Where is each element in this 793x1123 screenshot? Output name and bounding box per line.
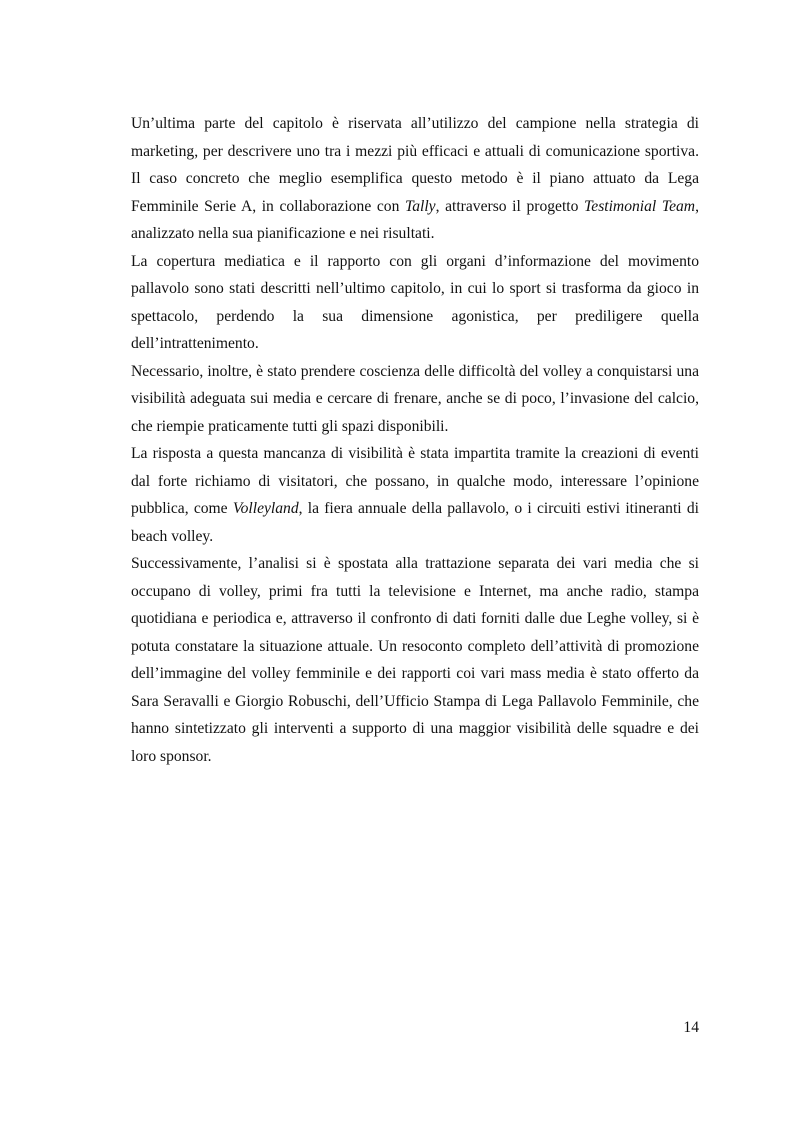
paragraph-text: , la fiera annuale della pallavolo, o i circuiti estivi itineranti di beach volley.	[131, 500, 699, 545]
paragraph-text: Successivamente, l’analisi si è spostata alla trattazione separata dei vari media che si occupano di volley, primi fra tutti la televisione e Internet, ma anche radio, stampa quotidiana e periodica e, attraverso il confronto di dati forniti dalle due Leghe volley, si è potuta constatare la situazione attuale. Un resoconto completo dell’attività di promozione dell’immagine del volley femminile e dei rapporti coi vari mass media è stato offerto da Sara Seravalli e Giorgio Robuschi, dell’Ufficio Stampa di Lega Pallavolo Femminile, che hanno sintetizzato gli interventi a supporto di una maggior visibilità delle squadre e dei loro sponsor.	[131, 555, 699, 765]
event-name-italic: Volleyland	[232, 500, 299, 517]
page-number: 14	[683, 1019, 699, 1036]
project-name-italic: Testimonial Team	[584, 197, 696, 215]
paragraph	[131, 248, 699, 358]
paragraph-text: , attraverso il progetto	[435, 197, 585, 215]
brand-name-italic: Tally	[404, 197, 436, 215]
paragraph	[131, 440, 699, 550]
paragraph-text: , analizzato nella sua pianificazione e nei risultati.	[131, 197, 699, 242]
paragraph-text: Necessario, inoltre, è stato prendere coscienza delle difficoltà del volley a conquistarsi una visibilità adeguata sui media e cercare di frenare, anche se di poco, l’invasione del calcio, che riempie praticamente tutti gli spazi disponibili.	[131, 362, 699, 435]
paragraph	[131, 110, 699, 248]
page-body	[131, 110, 699, 770]
paragraph	[131, 550, 699, 770]
paragraph-text: La copertura mediatica e il rapporto con gli organi d’informazione del movimento pallavolo sono stati descritti nell’ultimo capitolo, in cui lo sport si trasforma da gioco in spettacolo, perdendo la sua dimensione agonistica, per prediligere quella dell’intrattenimento.	[131, 252, 699, 352]
paragraph-text: Un’ultima parte del capitolo è riservata all’utilizzo del campione nella strategia di marketing, per descrivere uno tra i mezzi più efficaci e attuali di comunicazione sportiva. Il caso concreto che meglio esemplifica questo metodo è il piano attuato da Lega Femminile Serie A, in collaborazione con	[131, 115, 699, 215]
paragraph-text: La risposta a questa mancanza di visibilità è stata impartita tramite la creazioni di eventi dal forte richiamo di visitatori, che possano, in qualche modo, interessare l’opinione pubblica, come	[131, 445, 699, 517]
paragraph	[131, 358, 699, 441]
